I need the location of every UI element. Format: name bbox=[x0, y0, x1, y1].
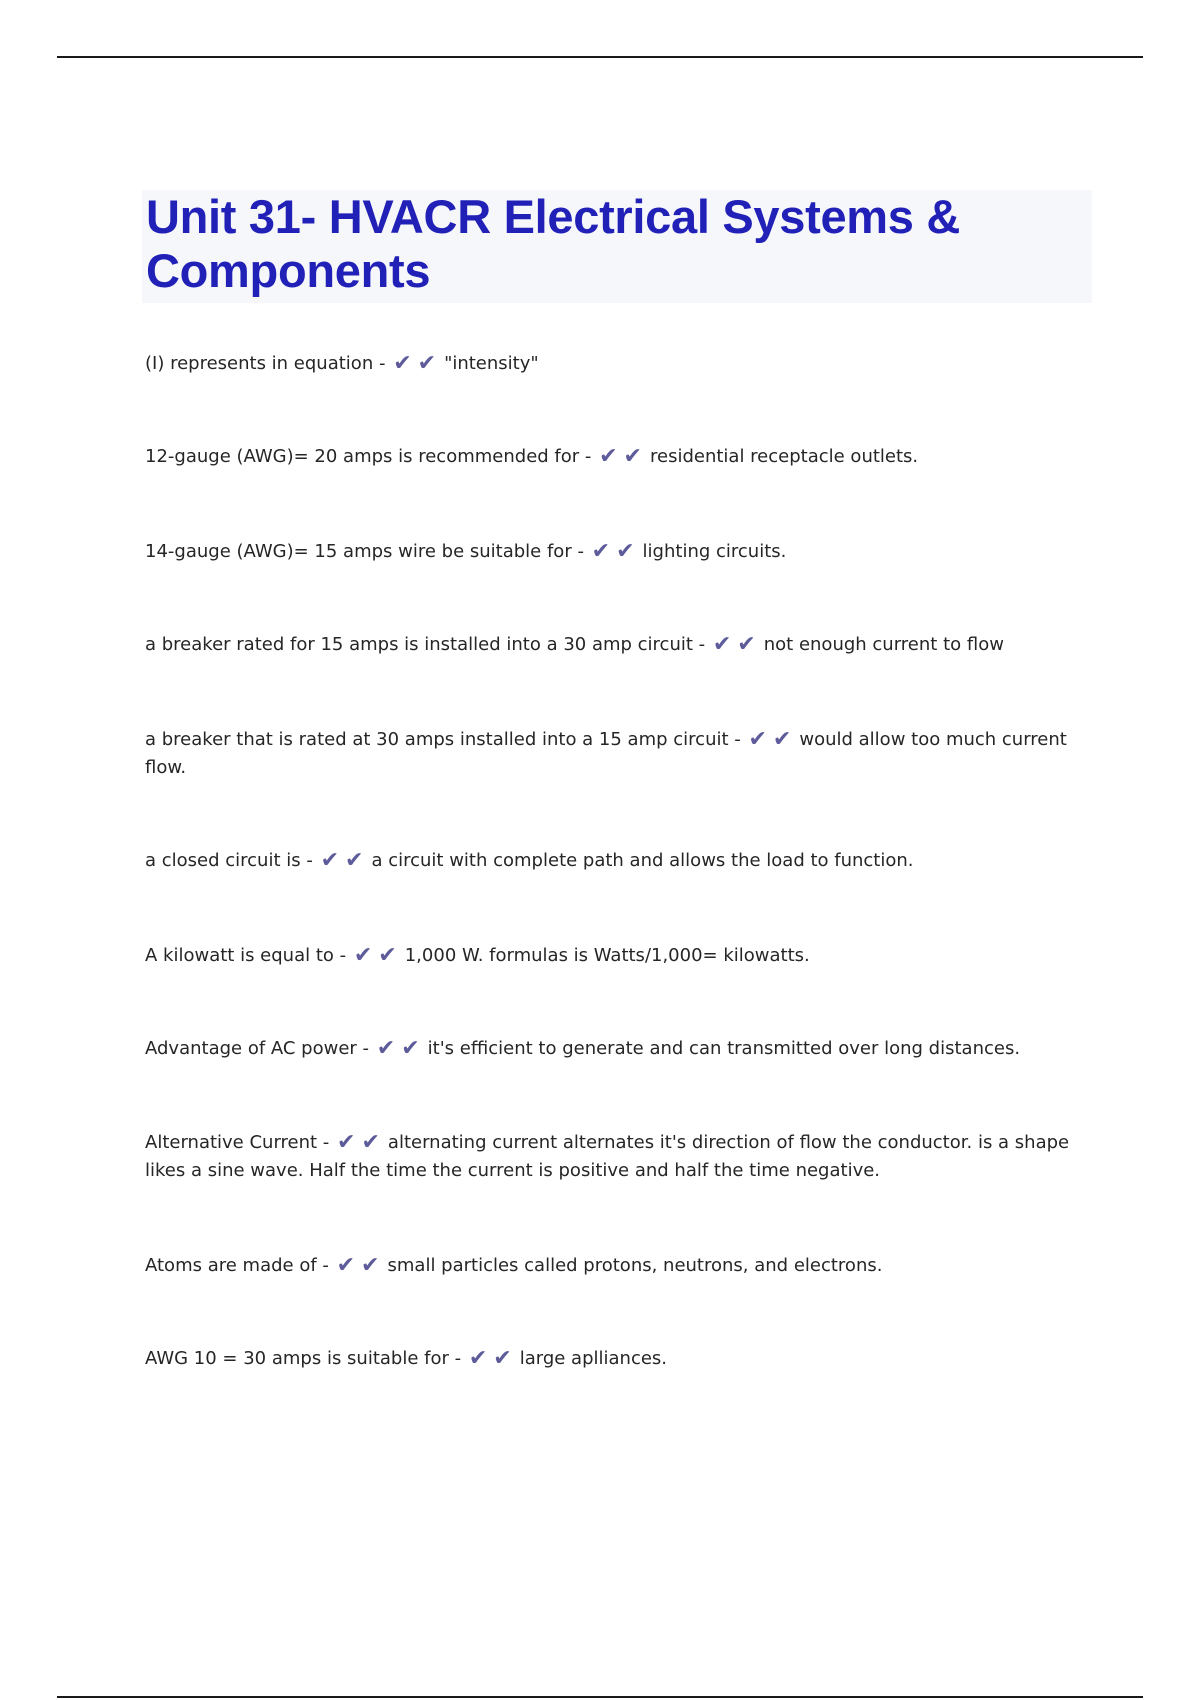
double-check-icon: ✔✔ bbox=[393, 351, 443, 376]
qa-item bbox=[145, 847, 1085, 875]
qa-answer: alternating current alternates it's direction of flow the conductor. is a shape likes a sine wave. Half the time the current is positive and half the time negative. bbox=[145, 1132, 1070, 1181]
qa-item bbox=[145, 1129, 1085, 1185]
qa-term: a breaker rated for 15 amps is installed into a 30 amp circuit - bbox=[145, 634, 706, 655]
qa-item bbox=[145, 942, 1085, 970]
qa-item bbox=[145, 726, 1085, 782]
double-check-icon: ✔✔ bbox=[599, 444, 648, 469]
title-block bbox=[142, 190, 1092, 303]
qa-answer: small particles called protons, neutrons, and electrons. bbox=[387, 1255, 883, 1276]
qa-term: 12-gauge (AWG)= 20 amps is recommended for - bbox=[145, 446, 592, 467]
double-check-icon: ✔✔ bbox=[320, 848, 370, 873]
double-check-icon: ✔✔ bbox=[748, 727, 798, 752]
qa-answer: would allow too much current flow. bbox=[145, 729, 1067, 778]
qa-answer: residential receptacle outlets. bbox=[650, 446, 919, 467]
qa-answer: "intensity" bbox=[444, 353, 539, 374]
qa-answer: a circuit with complete path and allows the load to function. bbox=[371, 850, 914, 871]
qa-term: (I) represents in equation - bbox=[145, 353, 386, 374]
double-check-icon: ✔✔ bbox=[468, 1346, 518, 1371]
qa-item bbox=[145, 631, 1085, 659]
double-check-icon: ✔✔ bbox=[376, 1036, 426, 1061]
qa-term: A kilowatt is equal to - bbox=[145, 945, 347, 966]
qa-answer: 1,000 W. formulas is Watts/1,000= kilowatts. bbox=[404, 945, 810, 966]
top-rule bbox=[57, 56, 1143, 58]
double-check-icon: ✔✔ bbox=[353, 943, 403, 968]
qa-term: AWG 10 = 30 amps is suitable for - bbox=[145, 1348, 462, 1369]
qa-answer: lighting circuits. bbox=[642, 541, 787, 562]
qa-term: a closed circuit is - bbox=[145, 850, 313, 871]
qa-answer: it's efficient to generate and can transmitted over long distances. bbox=[427, 1038, 1021, 1059]
double-check-icon: ✔✔ bbox=[337, 1130, 386, 1155]
document-title: Unit 31- HVACR Electrical Systems & Components bbox=[146, 190, 961, 297]
qa-item bbox=[145, 1035, 1085, 1063]
bottom-rule bbox=[57, 1696, 1143, 1698]
double-check-icon: ✔✔ bbox=[591, 539, 641, 564]
qa-term: Advantage of AC power - bbox=[145, 1038, 370, 1059]
qa-item bbox=[145, 1252, 1085, 1280]
qa-term: 14-gauge (AWG)= 15 amps wire be suitable for - bbox=[145, 541, 584, 562]
qa-item bbox=[145, 538, 1085, 566]
double-check-icon: ✔✔ bbox=[336, 1253, 386, 1278]
qa-term: a breaker that is rated at 30 amps installed into a 15 amp circuit - bbox=[145, 729, 741, 750]
qa-answer: large aplliances. bbox=[519, 1348, 668, 1369]
qa-answer: not enough current to flow bbox=[763, 634, 1004, 655]
double-check-icon: ✔✔ bbox=[712, 632, 762, 657]
qa-term: Atoms are made of - bbox=[145, 1255, 329, 1276]
qa-item bbox=[145, 350, 1085, 378]
qa-item bbox=[145, 1345, 1085, 1373]
qa-term: Alternative Current - bbox=[145, 1132, 330, 1153]
qa-item bbox=[145, 443, 1085, 471]
